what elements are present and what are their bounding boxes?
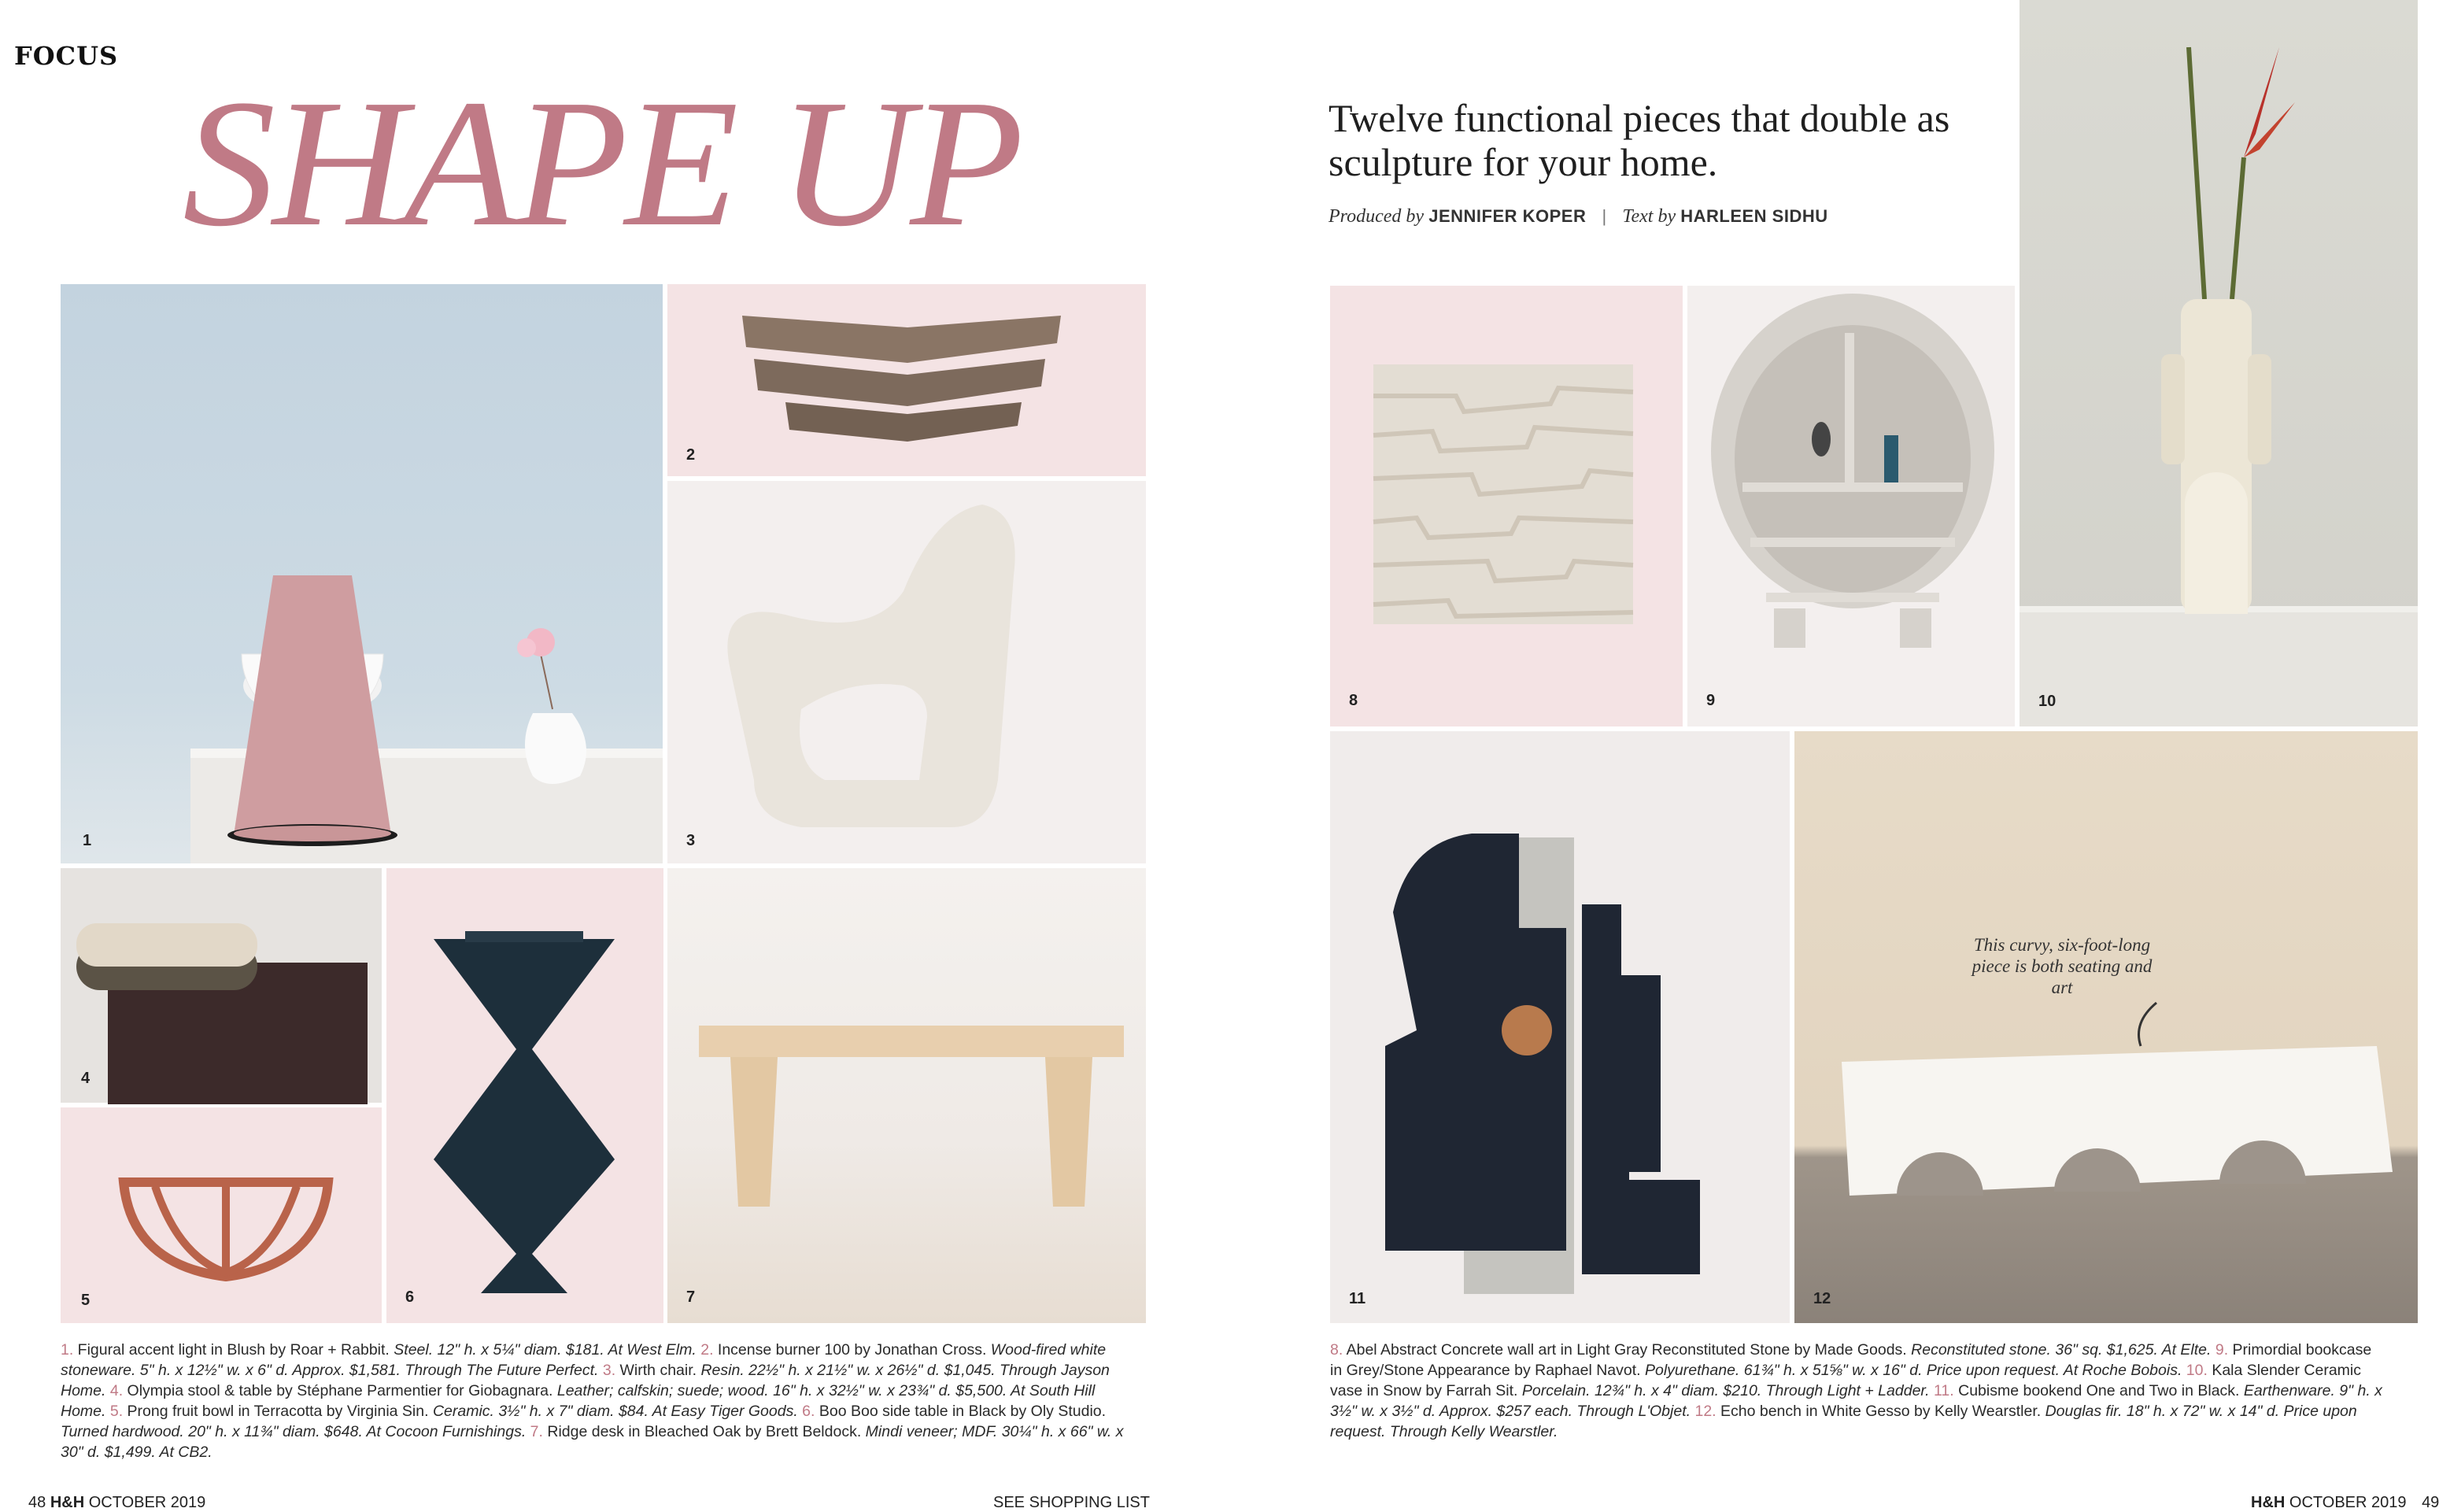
- credits-separator: |: [1602, 206, 1607, 226]
- caption-number: 1.: [61, 1341, 74, 1359]
- caption-text: Cubisme bookend One and Two in Black.: [1953, 1382, 2244, 1399]
- caption-text: Abel Abstract Concrete wall art in Light Gray Reconstituted Stone by Made Goods.: [1343, 1341, 1912, 1359]
- caption-number: 2.: [700, 1341, 714, 1359]
- caption-number: 4.: [109, 1382, 124, 1399]
- caption-detail: Douglas fir. 18" h. x 72" w. x 14" d. Price upon request. Through Kelly Wearstler.: [1330, 1403, 2357, 1440]
- callout-note: This curvy, six-foot-long piece is both seating and art: [1972, 935, 2153, 997]
- stool-illustration: [61, 868, 382, 1103]
- desk-illustration: [667, 868, 1146, 1323]
- panel-number: 5: [81, 1292, 91, 1309]
- caption-number: 11.: [1934, 1382, 1954, 1399]
- caption-number: 5.: [109, 1403, 124, 1420]
- incense-illustration: [667, 284, 1146, 476]
- caption-detail: Mindi veneer; MDF. 30¼" h. x 66" w. x 30" d. $1,499. At CB2.: [61, 1423, 1124, 1461]
- caption-detail: Resin. 22½" h. x 21½" w. x 26½" d. $1,045. Through Jayson Home.: [61, 1362, 1110, 1399]
- vase-illustration: [2020, 0, 2418, 726]
- chair-illustration: [667, 481, 1146, 863]
- caption-item: [1330, 1341, 2211, 1359]
- caption-number: 7.: [530, 1423, 543, 1440]
- dek: Twelve functional pieces that double as sculpture for your home.: [1329, 96, 1950, 184]
- panel-number: 8: [1349, 692, 1358, 709]
- issue-right: OCTOBER 2019: [2289, 1494, 2407, 1511]
- caption-text: Primordial bookcase in Grey/Stone Appearance by Raphael Navot.: [1330, 1341, 2372, 1379]
- issue-left: OCTOBER 2019: [88, 1494, 206, 1511]
- caption-number: 9.: [2215, 1341, 2229, 1359]
- caption-detail: Polyurethane. 61¾" h. x 51⅝" w. x 16" d. Price upon request. At Roche Bobois.: [1645, 1362, 2182, 1379]
- produced-label: Produced by: [1329, 206, 1425, 227]
- bench-illustration: [1794, 731, 2418, 1323]
- panel-number: 10: [2038, 693, 2057, 710]
- caption-number: 3.: [602, 1362, 616, 1379]
- panel-number: 4: [81, 1070, 91, 1087]
- caption-detail: Turned hardwood. 20" h. x 11¾" diam. $648. At Cocoon Furnishings.: [61, 1423, 527, 1440]
- caption-text: Olympia stool & table by Stéphane Parmentier for Giobagnara.: [123, 1382, 557, 1399]
- product-photo-stool-table: [61, 868, 382, 1103]
- panel-number: 9: [1706, 692, 1716, 709]
- text-label: Text by: [1622, 206, 1676, 227]
- caption-number: 10.: [2186, 1362, 2208, 1379]
- product-photo-bookcase: [1687, 286, 2015, 726]
- product-photo-lamp: [61, 284, 663, 863]
- product-photo-vase: [2020, 0, 2418, 726]
- lamp-illustration: [61, 284, 663, 863]
- product-photo-desk: [667, 868, 1146, 1323]
- caption-text: Prong fruit bowl in Terracotta by Virginia Sin.: [123, 1403, 433, 1420]
- section-label: FOCUS: [14, 41, 119, 71]
- caption-text: Kala Slender Ceramic vase in Snow by Farrah Sit.: [1330, 1362, 2361, 1399]
- caption-detail: Steel. 12" h. x 5¼" diam. $181. At West Elm.: [394, 1341, 697, 1359]
- caption-item: [61, 1341, 697, 1359]
- caption-text: Figural accent light in Blush by Roar + Rabbit.: [73, 1341, 394, 1359]
- brand-left: H&H: [50, 1494, 85, 1511]
- caption-detail: Ceramic. 3½" h. x 7" diam. $84. At Easy Tiger Goods.: [432, 1403, 798, 1420]
- panel-number: 6: [405, 1288, 415, 1306]
- shopping-list-link[interactable]: SEE SHOPPING LIST: [993, 1494, 1150, 1511]
- product-photo-bookends: [1330, 731, 1790, 1323]
- caption-text: Incense burner 100 by Jonathan Cross.: [713, 1341, 991, 1359]
- caption-right: [1330, 1340, 2385, 1442]
- caption-detail: Leather; calfskin; suede; wood. 16" h. x 32½" w. x 23¾" d. $5,500. At South Hill Home.: [61, 1382, 1096, 1420]
- footer-right: [2251, 1494, 2439, 1512]
- caption-detail: Reconstituted stone. 36" sq. $1,625. At Elte.: [1911, 1341, 2212, 1359]
- bookends-illustration: [1330, 731, 1790, 1323]
- caption-item: [110, 1403, 798, 1420]
- product-photo-fruit-bowl: [61, 1107, 382, 1323]
- page-number-right: 49: [2422, 1494, 2439, 1511]
- producer-name: JENNIFER KOPER: [1428, 206, 1587, 226]
- panel-number: 12: [1813, 1290, 1831, 1307]
- panel-number: 3: [686, 832, 696, 849]
- panel-number: 7: [686, 1288, 696, 1306]
- caption-left: [61, 1340, 1139, 1462]
- panel-number: 2: [686, 446, 696, 464]
- product-photo-chair: [667, 481, 1146, 863]
- product-photo-side-table: [386, 868, 663, 1323]
- caption-detail: Porcelain. 12¾" h. x 4" diam. $210. Through Light + Ladder.: [1521, 1382, 1930, 1399]
- writer-name: HARLEEN SIDHU: [1680, 206, 1828, 226]
- brand-right: H&H: [2251, 1494, 2286, 1511]
- caption-number: 8.: [1330, 1341, 1343, 1359]
- caption-number: 6.: [802, 1403, 815, 1420]
- wall-art-illustration: [1330, 286, 1683, 726]
- caption-text: Ridge desk in Bleached Oak by Brett Beldock.: [542, 1423, 866, 1440]
- panel-number: 11: [1349, 1290, 1366, 1307]
- caption-text: Echo bench in White Gesso by Kelly Wearstler.: [1716, 1403, 2045, 1420]
- panel-number: 1: [83, 832, 92, 849]
- product-photo-bench: [1794, 731, 2418, 1323]
- caption-text: Wirth chair.: [615, 1362, 701, 1379]
- caption-detail: Earthenware. 9" h. x 3½" w. x 3½" d. Approx. $257 each. Through L'Objet.: [1330, 1382, 2382, 1420]
- credits: [1329, 206, 1828, 227]
- bowl-illustration: [61, 1107, 382, 1323]
- product-photo-incense-burner: [667, 284, 1146, 476]
- product-photo-wall-art: [1330, 286, 1683, 726]
- bookcase-illustration: [1687, 286, 2015, 726]
- page-number-left: 48: [28, 1494, 46, 1511]
- caption-detail: Wood-fired white stoneware. 5" h. x 12½" w. x 6" d. Approx. $1,581. Through The Future Perfect.: [61, 1341, 1107, 1379]
- footer-left: [28, 1494, 205, 1512]
- caption-text: Boo Boo side table in Black by Oly Studio.: [815, 1403, 1107, 1420]
- side-table-illustration: [386, 868, 663, 1323]
- page-title: SHAPE UP: [183, 62, 1021, 264]
- caption-number: 12.: [1694, 1403, 1717, 1420]
